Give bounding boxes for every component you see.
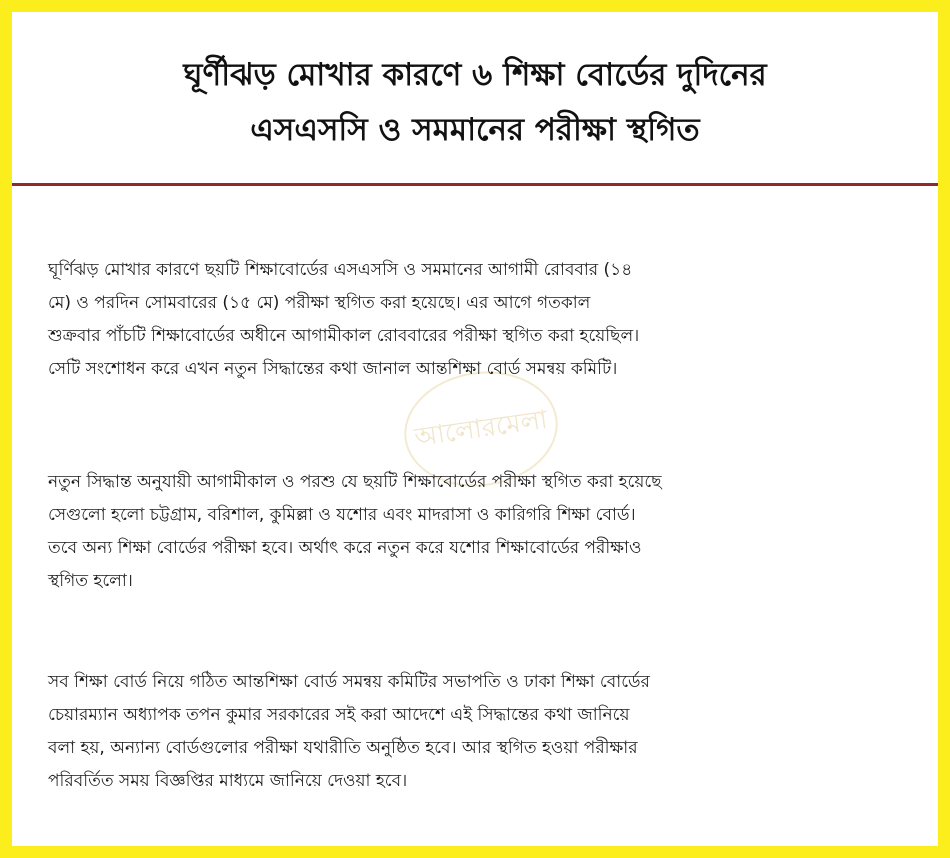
paragraph-1 [48, 254, 912, 386]
paragraph-line: সেটি সংশোধন করে এখন নতুন সিদ্ধান্তের কথা জানাল আন্তশিক্ষা বোর্ড সমন্বয় কমিটি। [48, 359, 618, 379]
headline-line: এসএসসি ও সমমানের পরীক্ষা স্থগিত [250, 112, 700, 148]
paragraph-line: চেয়ারম্যান অধ্যাপক তপন কুমার সরকারের সই করা আদেশে এই সিদ্ধান্তের কথা জানিয়ে [48, 705, 630, 725]
watermark-logo: আলোরমেলা [397, 362, 565, 496]
headline [12, 48, 938, 158]
paragraph-line: মে) ও পরদিন সোমবারের (১৫ মে) পরীক্ষা স্থগিত করা হয়েছে। এর আগে গতকাল [48, 293, 591, 313]
divider [12, 183, 938, 186]
notice-card [12, 12, 938, 846]
paragraph-line: স্থগিত হলো। [48, 571, 133, 591]
paragraph-line: সেগুলো হলো চট্টগ্রাম, বরিশাল, কুমিল্লা ও যশোর এবং মাদরাসা ও কারিগরি শিক্ষা বোর্ড। [48, 505, 636, 525]
paragraph-line: শুক্রবার পাঁচটি শিক্ষাবোর্ডের অধীনে আগামীকাল রোববারের পরীক্ষা স্থগিত করা হয়েছিল। [48, 326, 640, 346]
paragraph-3 [48, 666, 912, 798]
paragraph-line: বলা হয়, অন্যান্য বোর্ডগুলোর পরীক্ষা যথারীতি অনুষ্ঠিত হবে। আর স্থগিত হওয়া পরীক্ষার [48, 738, 638, 758]
paragraph-line: পরিবর্তিত সময় বিজ্ঞপ্তির মাধ্যমে জানিয়ে দেওয়া হবে। [48, 771, 408, 791]
headline-line: ঘূর্ণীঝড় মোখার কারণে ৬ শিক্ষা বোর্ডের দুদিনের [183, 57, 767, 93]
paragraph-line: সব শিক্ষা বোর্ড নিয়ে গঠিত আন্তশিক্ষা বোর্ড সমন্বয় কমিটির সভাপতি ও ঢাকা শিক্ষা বোর্ডের [48, 672, 650, 692]
paragraph-line: তবে অন্য শিক্ষা বোর্ডের পরীক্ষা হবে। অর্থাৎ করে নতুন করে যশোর শিক্ষাবোর্ডের পরীক্ষাও [48, 538, 642, 558]
paragraph-line: নতুন সিদ্ধান্ত অনুযায়ী আগামীকাল ও পরশু যে ছয়টি শিক্ষাবোর্ডের পরীক্ষা স্থগিত করা হয়েছে [48, 472, 662, 492]
paragraph-line: ঘূর্ণিঝড় মোখার কারণে ছয়টি শিক্ষাবোর্ডের এসএসসি ও সমমানের আগামী রোববার (১৪ [48, 260, 633, 280]
paragraph-2 [48, 466, 912, 598]
